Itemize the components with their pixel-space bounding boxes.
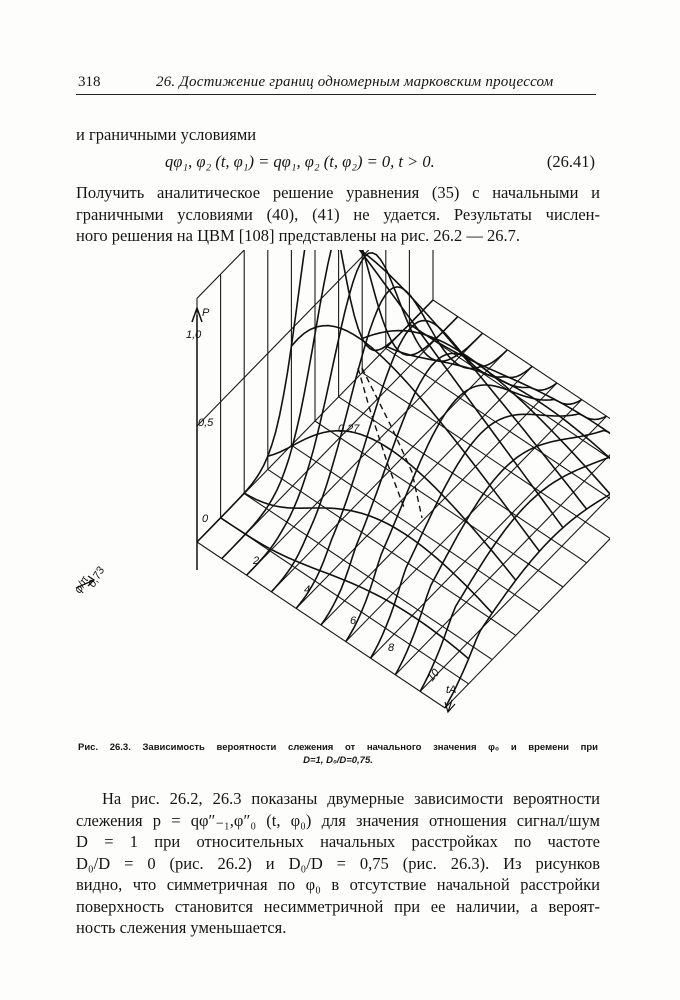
paragraph-line: слежения p = qφ″₋₁,φ″₀ (t, φ₀) для значения отношения сигнал/шум: [76, 810, 600, 830]
paragraph-line: D = 1 при относительных начальных расстройках по частоте: [76, 832, 600, 851]
time-tick-2: 2: [253, 555, 260, 567]
paragraph-line: граничными условиями (40), (41) не удается. Результаты числен-: [76, 204, 600, 224]
equation-26-41: [165, 152, 597, 172]
caption-line-1: Рис. 26.3. Зависимость вероятности слежения от начального значения φ₀ и времени при: [78, 742, 598, 753]
peak-label: 0,27: [338, 423, 360, 435]
p-max-label: 1,0: [186, 329, 202, 341]
figure-26-3: [70, 250, 610, 730]
paragraph-line: поверхность становится несимметричной при ее наличии, а вероят-: [76, 896, 600, 916]
time-tick-8: 8: [388, 642, 395, 654]
phi-value-label: 0,73: [86, 564, 108, 590]
surface-curve: [362, 331, 610, 495]
surface-curve: [386, 346, 610, 481]
base-grid-line: [339, 397, 587, 563]
surface-curve: [339, 250, 587, 509]
running-title: 26. Достижение границ одномерным марковским процессом: [156, 74, 554, 90]
surface-grid: [197, 250, 610, 708]
base-grid-line: [445, 466, 610, 708]
paragraph-line: видно, что симметричная по φ₀ в отсутствие начальной расстройки: [76, 875, 600, 894]
caption-line-2: D=1, D₀/D=0,75.: [303, 755, 373, 766]
intro-line: и граничными условиями: [76, 125, 257, 144]
base-grid-line: [420, 449, 610, 691]
paragraph-line: Получить аналитическое решение уравнения (35) с начальными и: [76, 183, 600, 202]
base-grid-line: [244, 494, 492, 660]
time-tick-6: 6: [350, 615, 357, 627]
paragraph-line: На рис. 26.2, 26.3 показаны двумерные зависимости вероятности: [102, 789, 600, 808]
paragraph-line: D₀/D = 0 (рис. 26.2) и D₀/D = 0,75 (рис. 26.3). Из рисунков: [76, 853, 600, 873]
p-axis-label: P: [202, 307, 210, 319]
phi-axis-label: φ/π: [72, 574, 92, 596]
equation-body: qφ₁, φ₂ (t, φ₁) = qφ₁, φ₂ (t, φ₂) = 0, t > 0.: [165, 152, 435, 171]
page-header: [76, 72, 596, 95]
base-grid-line: [409, 324, 610, 490]
t-axis-label: tA: [446, 684, 457, 696]
figure-caption: [78, 741, 598, 767]
time-tick-10: 10: [425, 666, 443, 684]
surface-curve: [271, 287, 507, 592]
page-number: 318: [78, 74, 101, 90]
surface-curve: [346, 385, 582, 642]
surface-curve: [420, 449, 610, 691]
equation-number: (26.41): [546, 152, 595, 171]
t-axis-arrow: [445, 700, 455, 712]
surface-curve: [296, 321, 532, 609]
paragraph-1: [76, 182, 600, 247]
surface-curve: [409, 324, 610, 469]
p-mid-label: 0,5: [198, 417, 214, 429]
paragraph-line: ного решения на ЦВМ [108] представлены на рис. 26.2 — 26.7.: [76, 226, 521, 245]
time-tick-4: 4: [304, 584, 311, 596]
paragraph-line: ность слежения уменьшается.: [76, 918, 287, 937]
surface-curve: [445, 466, 610, 708]
paragraph-2: [76, 788, 600, 939]
base-grid-line: [315, 421, 563, 587]
surface-curve: [222, 250, 458, 559]
origin-label: 0: [202, 513, 209, 525]
